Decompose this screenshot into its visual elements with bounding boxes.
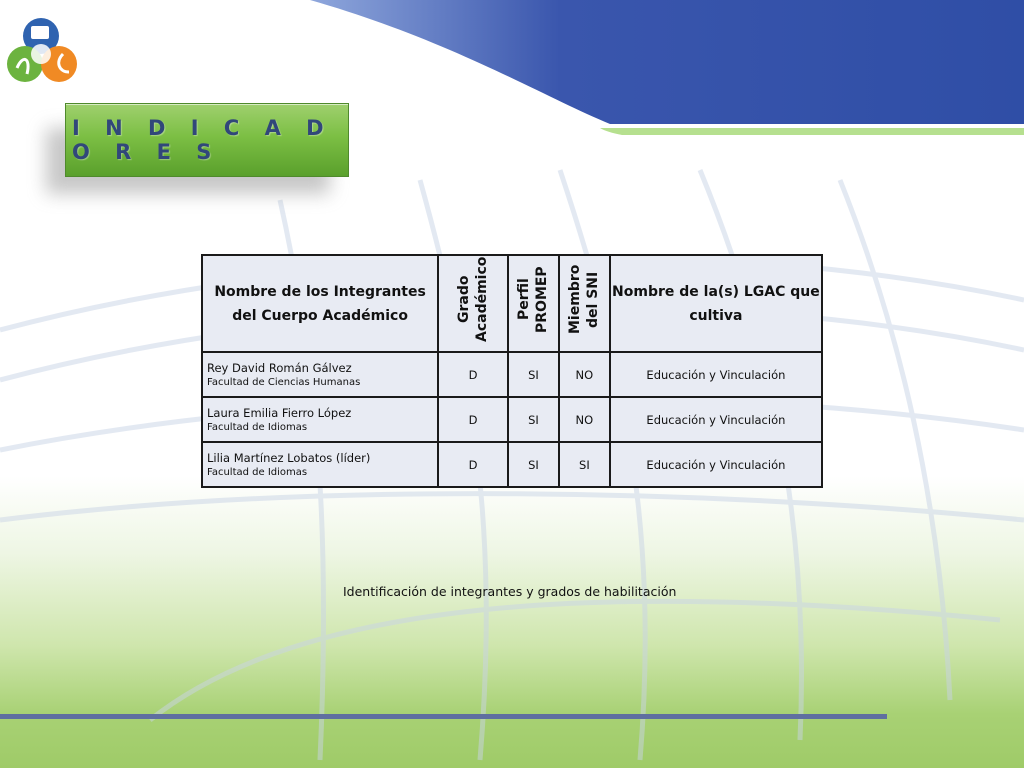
header-grado-label: Grado Académico <box>456 256 491 343</box>
title-banner <box>65 103 349 177</box>
header-name: Nombre de los Integrantes del Cuerpo Académico <box>202 255 438 352</box>
member-cell <box>202 442 438 487</box>
header-miembro <box>559 255 610 352</box>
member-name: Rey David Román Gálvez <box>207 360 352 375</box>
member-name: Laura Emilia Fierro López <box>207 405 352 420</box>
members-table <box>201 254 823 488</box>
member-faculty: Facultad de Ciencias Humanas <box>207 376 361 388</box>
table-row <box>202 352 822 397</box>
perfil-cell: SI <box>508 442 559 487</box>
member-faculty: Facultad de Idiomas <box>207 466 308 478</box>
member-name: Lilia Martínez Lobatos (líder) <box>207 450 371 465</box>
lgac-cell: Educación y Vinculación <box>610 442 822 487</box>
header-perfil-label: Perfil PROMEP <box>516 266 551 333</box>
grado-cell: D <box>438 442 508 487</box>
header-swoosh <box>310 0 1024 124</box>
header-miembro-label: Miembro del SNI <box>567 264 602 335</box>
perfil-cell: SI <box>508 352 559 397</box>
slide-caption: Identificación de integrantes y grados de habilitación <box>343 584 677 599</box>
sni-cell: NO <box>559 397 610 442</box>
sni-cell: NO <box>559 352 610 397</box>
perfil-cell: SI <box>508 397 559 442</box>
institution-logo-icon <box>3 14 83 88</box>
member-cell <box>202 352 438 397</box>
grado-cell: D <box>438 397 508 442</box>
table-row <box>202 442 822 487</box>
slide-title: I N D I C A D O R E S <box>72 116 333 164</box>
member-faculty: Facultad de Idiomas <box>207 421 308 433</box>
header-grado <box>438 255 508 352</box>
header-lgac: Nombre de la(s) LGAC que cultiva <box>610 255 822 352</box>
grado-cell: D <box>438 352 508 397</box>
lgac-cell: Educación y Vinculación <box>610 352 822 397</box>
header-green-stripe <box>600 128 1024 135</box>
sni-cell: SI <box>559 442 610 487</box>
member-cell <box>202 397 438 442</box>
table-row <box>202 397 822 442</box>
lgac-cell: Educación y Vinculación <box>610 397 822 442</box>
footer-bar <box>0 714 887 719</box>
table-header-row <box>202 255 822 352</box>
header-perfil <box>508 255 559 352</box>
